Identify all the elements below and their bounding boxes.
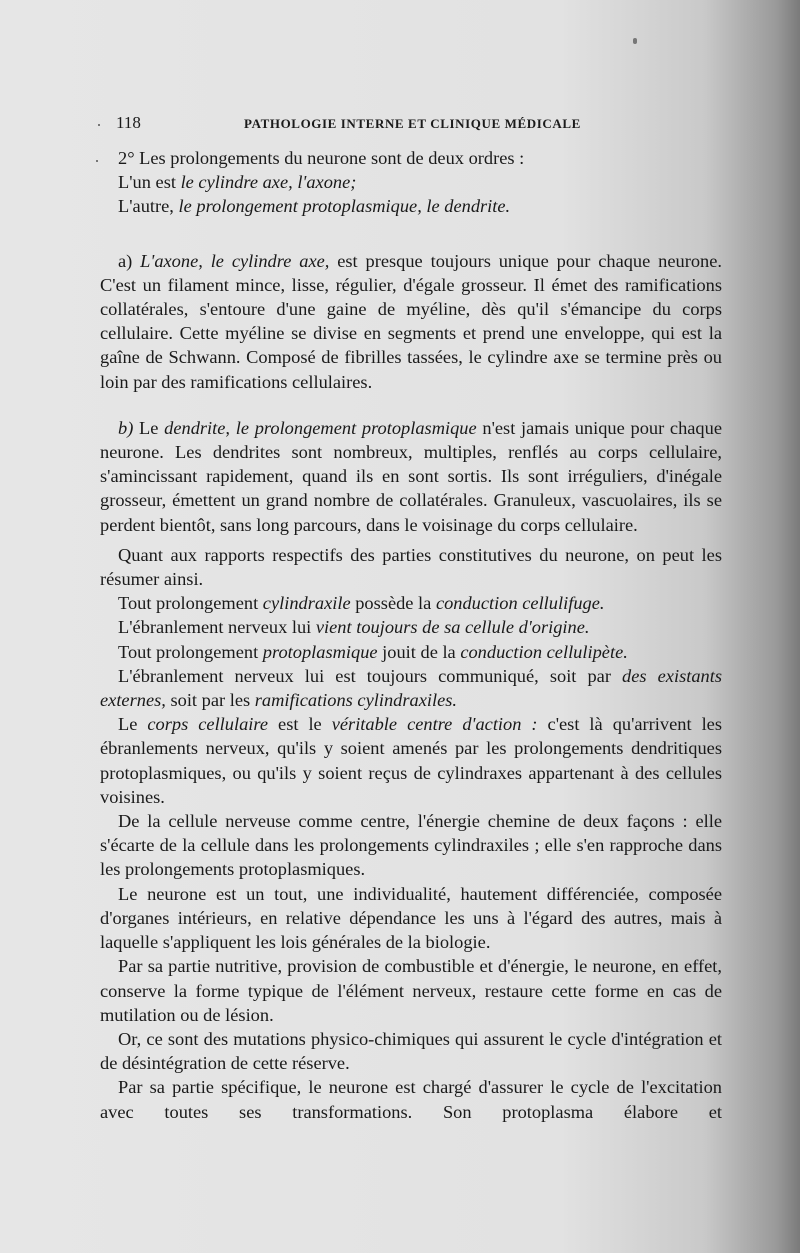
text-run: Or, ce sont des mutations physico-chimiques qui assurent le cycle d'intégration et de désintégration de cette réserve.: [100, 1028, 722, 1074]
page-dot: [98, 124, 100, 126]
text-run: Tout prolongement: [118, 641, 263, 662]
page-dot: [96, 160, 98, 162]
text-run: soit par les: [165, 690, 255, 711]
text-run: De la cellule nerveuse comme centre, l'énergie chemine de deux façons : elle s'écarte de la cellule dans les prolongements cylindraxiles ; elle s'en rapproche dans les prolongements protoplasmiques.: [100, 811, 722, 880]
page-number: 118: [116, 113, 141, 132]
text-run: possède la: [350, 593, 436, 614]
paragraph-tout: [100, 882, 722, 955]
text-run: Par sa partie spécifique, le neurone est chargé d'assurer le cycle de l'excitation avec toutes ses transformations. Son protoplasma élabore et: [100, 1077, 722, 1122]
paragraph-intro-line1: [100, 146, 722, 170]
text-run: Le: [118, 714, 148, 735]
paragraph-intro-line2: [100, 170, 722, 194]
page-body: [100, 146, 722, 1124]
italic-run: le prolongement protoplasmique, le dendrite.: [178, 196, 511, 217]
paragraph-nutritive: [100, 954, 722, 1027]
text-run: Par sa partie nutritive, provision de combustible et d'énergie, le neurone, en effet, conserve la forme typique de l'élément nerveux, restaure cette forme en cas de mutilation ou de lésion.: [100, 956, 722, 1025]
text-run: Tout prolongement: [118, 593, 263, 614]
paragraph-axone: [100, 249, 722, 394]
text-run: 2° Les prolongements du neurone sont de deux ordres :: [118, 148, 525, 168]
paragraph-ebranlement-1: [100, 615, 722, 639]
text-run: jouit de la: [377, 641, 461, 662]
text-run: Quant aux rapports respectifs des parties constitutives du neurone, on peut les résumer ainsi.: [100, 544, 722, 590]
paragraph-specifique: [100, 1075, 722, 1123]
paragraph-intro-line3: [100, 194, 722, 218]
italic-run: ramifications cylindraxiles.: [254, 690, 458, 711]
text-run: L'ébranlement nerveux lui est toujours communiqué, soit par: [118, 665, 623, 686]
paragraph-ebranlement-2: [100, 664, 722, 712]
text-run: est presque toujours unique pour chaque neurone. C'est un filament mince, lisse, régulier, d'égale grosseur. Il émet des ramifications collatérales, s'entoure d'une gaine de myéline, dès qu'il s'émancipe du corps cellulaire. Cette myéline se divise en segments et prend une enveloppe, qui est la gaîne de Schwann. Composé de fibrilles tassées, le cylindre axe se termine près ou loin par des ramifications cellulaires.: [100, 250, 722, 392]
italic-run: le cylindre axe, l'axone;: [180, 172, 357, 193]
paragraph-centre: [100, 809, 722, 882]
italic-run: véritable centre d'action :: [331, 714, 538, 735]
paragraph-mutations: [100, 1027, 722, 1075]
paragraph-corps-cellulaire: [100, 712, 722, 809]
running-title: PATHOLOGIE INTERNE ET CLINIQUE MÉDICALE: [244, 116, 581, 131]
page-speck: [633, 38, 637, 44]
text-run: a): [118, 250, 141, 271]
text-run: n'est jamais unique pour chaque neurone. Les dendrites sont nombreux, multiples, renflés au corps cellulaire, s'amincissant rapidement, quand ils en sont sortis. Ils sont irréguliers, d'inégale grosseur, émettent un grand nombre de collatérales. Granuleux, vascuolaires, ils se perdent bientôt, sans long parcours, dans le voisinage du corps cellulaire.: [100, 417, 722, 535]
italic-run: des existants externes,: [100, 665, 722, 711]
italic-run: cylindraxile: [262, 593, 351, 614]
paragraph-cylindraxile: [100, 591, 722, 615]
italic-run: corps cellulaire: [147, 714, 269, 735]
italic-run: conduction cellulipète.: [460, 641, 628, 662]
paragraph-dendrite: [100, 416, 722, 537]
paragraph-protoplasmique: [100, 640, 722, 664]
text-run: Le neurone est un tout, une individualité, hautement différenciée, composée d'organes intérieurs, en relative dépendance les uns à l'égard des autres, mais à laquelle s'appliquent les lois générales de la biologie.: [100, 883, 722, 953]
text-run: L'autre,: [118, 196, 179, 217]
italic-run: L'axone, le cylindre axe,: [140, 250, 330, 271]
text-run: Le: [133, 417, 165, 438]
text-run: c'est là qu'arrivent les ébranlements nerveux, qu'ils y soient amenés par les prolongements dendritiques protoplasmiques, ou qu'ils y soient reçus de cylindraxes appartenant à des cellules voisines.: [100, 714, 722, 807]
italic-run: vient toujours de sa cellule d'origine.: [315, 617, 590, 638]
text-run: L'ébranlement nerveux lui: [118, 617, 316, 638]
text-run: est le: [268, 714, 332, 735]
paragraph-rapports: [100, 543, 722, 591]
text-run: L'un est: [118, 172, 181, 193]
italic-run: dendrite, le prolongement protoplasmique: [164, 417, 477, 438]
running-header: [116, 113, 586, 135]
italic-run: b): [118, 417, 134, 438]
italic-run: protoplasmique: [262, 641, 378, 662]
italic-run: conduction cellulifuge.: [435, 593, 605, 614]
